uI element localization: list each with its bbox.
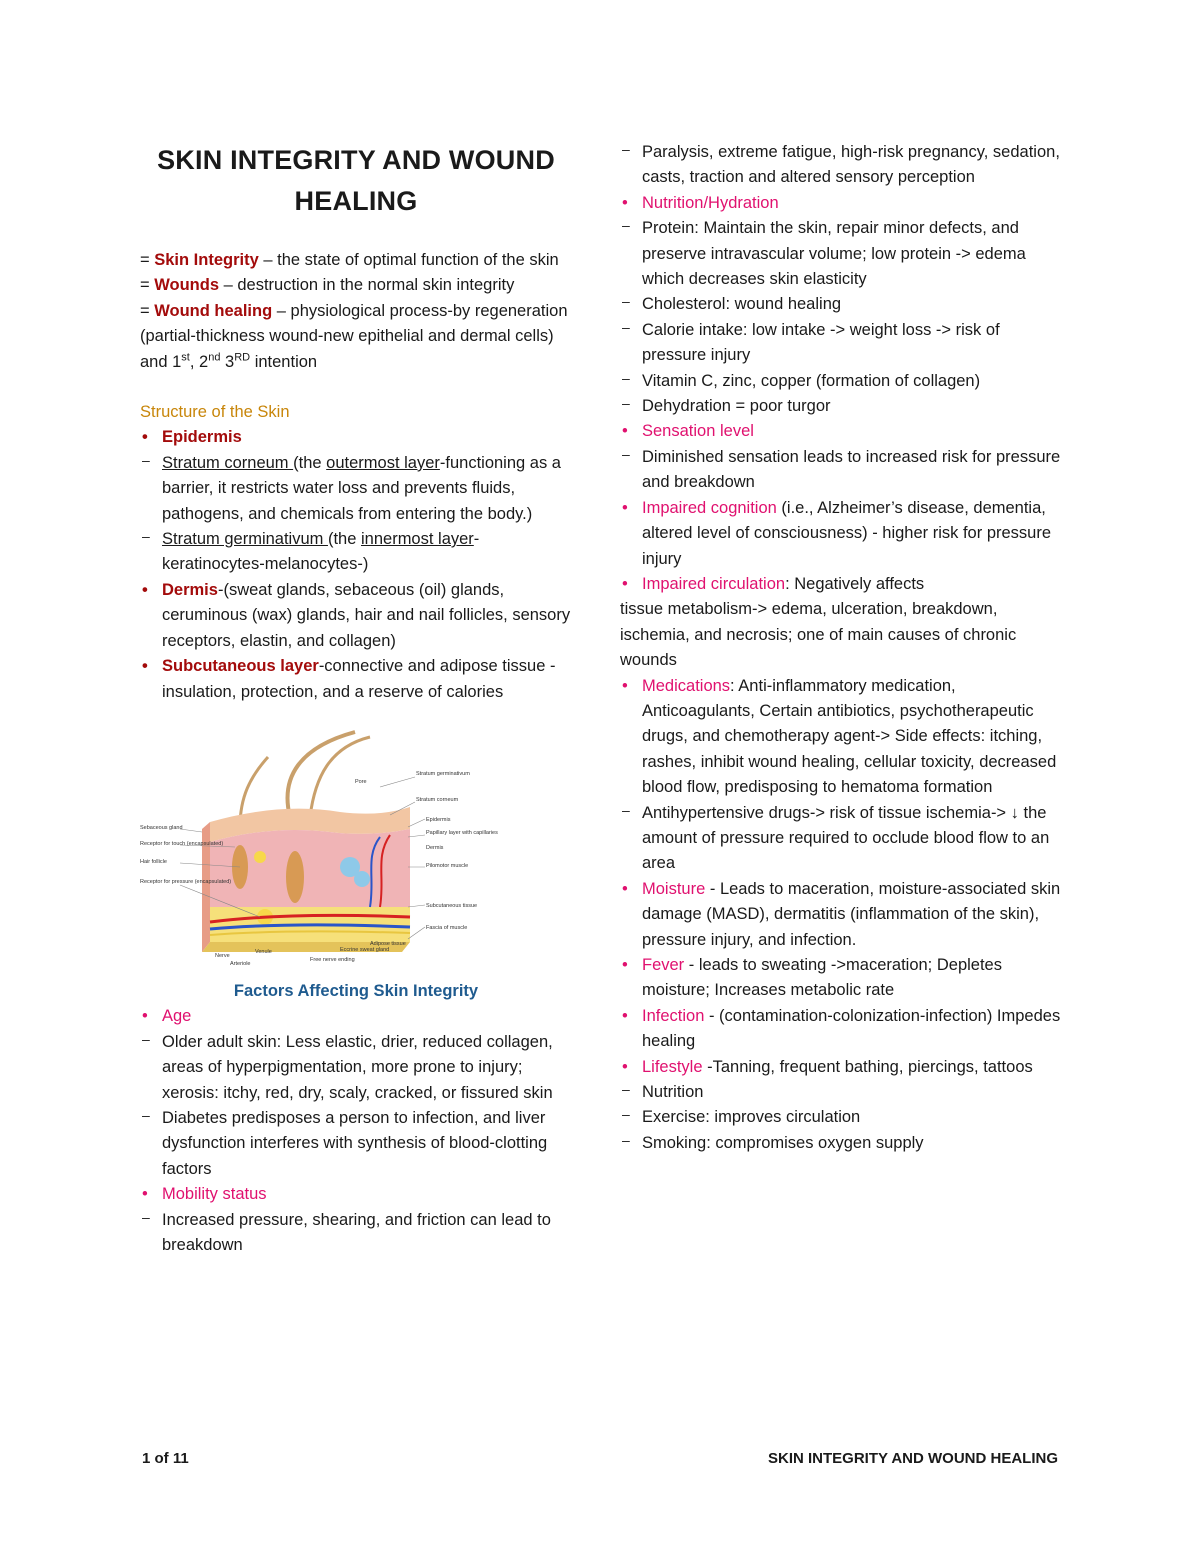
figure-label: Adipose tissue: [370, 940, 406, 947]
bullet-icon: •: [622, 574, 628, 593]
list-item: [620, 496, 1062, 572]
superscript-nd: nd: [208, 351, 221, 364]
hair-shape: [310, 737, 370, 817]
text: Diminished sensation leads to increased risk for pressure and breakdown: [642, 447, 1061, 492]
list-item: [140, 578, 572, 654]
gland-shape: [354, 871, 370, 887]
dash-icon: –: [622, 217, 630, 234]
figure-label: Arteriole: [230, 960, 251, 967]
figure-label: Receptor for touch (encapsulated): [140, 840, 224, 847]
skin-anatomy-figure: [140, 717, 572, 967]
def-prefix: =: [140, 251, 155, 269]
figure-label: Fascia of muscle: [426, 924, 468, 931]
text: Exercise: improves circulation: [642, 1108, 861, 1127]
intention-mid: , 2: [189, 352, 209, 371]
outermost-layer-term: outermost layer: [326, 453, 440, 472]
dermis-label: Dermis: [162, 580, 218, 599]
text: Paralysis, extreme fatigue, high-risk pregnancy, sedation, casts, traction and altered sensory perception: [642, 143, 1060, 187]
bullet-icon: •: [622, 676, 628, 695]
intention-mid2: 3: [220, 352, 235, 371]
list-item: [620, 801, 1062, 877]
list-item: [620, 572, 1062, 597]
moisture-label: Moisture: [642, 879, 706, 898]
dash-icon: –: [142, 451, 150, 468]
figure-label: Venule: [255, 948, 272, 955]
list-item: [140, 1208, 572, 1259]
list-item: [140, 1182, 572, 1207]
dash-icon: –: [142, 528, 150, 545]
bullet-icon: •: [622, 498, 628, 517]
title-line-1: SKIN INTEGRITY AND WOUND: [157, 145, 555, 175]
def-prefix: =: [140, 301, 155, 320]
text: - (contamination-colonization-infection) Impedes healing: [642, 1006, 1061, 1051]
text: -Tanning, frequent bathing, piercings, tattoos: [702, 1057, 1033, 1076]
list-item: [620, 953, 1062, 1004]
list-item: [140, 654, 572, 705]
figure-label: Receptor for pressure (encapsulated): [140, 878, 232, 885]
figure-label: Sebaceous gland: [140, 824, 183, 831]
text: Smoking: compromises oxygen supply: [642, 1133, 924, 1152]
text: (the: [293, 453, 327, 472]
text: -keratinocytes-melanocytes-): [162, 530, 480, 574]
dash-icon: –: [142, 1208, 150, 1225]
figure-label: Stratum corneum: [416, 796, 459, 803]
text: Antihypertensive drugs-> risk of tissue ischemia-> ↓ the amount of pressure required to occlude blood flow to an area: [642, 803, 1050, 873]
mobility-label: Mobility status: [162, 1185, 267, 1204]
figure-label: Pore: [355, 778, 367, 785]
figure-label: Stratum germinativum: [416, 770, 470, 777]
list-item: [140, 1004, 572, 1029]
bullet-icon: •: [622, 1057, 628, 1076]
stratum-germinativum-term: Stratum germinativum: [162, 530, 328, 549]
list-item: [620, 140, 1062, 191]
receptor-shape: [254, 851, 266, 863]
superscript-rd: RD: [234, 351, 251, 364]
figure-label: Subcutaneous tissue: [426, 902, 478, 909]
bullet-icon: •: [142, 1185, 148, 1204]
bullet-icon: •: [142, 657, 148, 676]
dash-icon: –: [622, 1106, 630, 1123]
list-item: [620, 216, 1062, 292]
footer-title: SKIN INTEGRITY AND WOUND HEALING: [767, 1450, 1058, 1467]
text: - Leads to maceration, moisture-associated skin damage (MASD), dermatitis (inflammation of the skin), pressure injury, and infection.: [642, 879, 1061, 949]
text: Protein: Maintain the skin, repair minor defects, and preserve intravascular volume; low protein -> edema which decreases skin elasticity: [642, 219, 1026, 289]
list-item: [620, 1131, 1062, 1156]
age-label: Age: [162, 1007, 192, 1026]
text: Dehydration = poor turgor: [642, 397, 831, 416]
text: Calorie intake: low intake -> weight loss -> risk of pressure injury: [642, 320, 1000, 365]
epidermis-label: Epidermis: [162, 428, 242, 447]
text: Diabetes predisposes a person to infection, and liver dysfunction interferes with synthesis of blood-clotting factors: [162, 1108, 548, 1178]
bullet-icon: •: [622, 879, 628, 898]
text: : Anti-inflammatory medication, Anticoagulants, Certain antibiotics, psychotherapeutic drugs, and chemotherapy agent-> Side effects: itching, rashes, inhibit wound healing, cellular toxicity, decreased blood flow, predisposing to hematoma formation: [642, 676, 1057, 797]
term-wound-healing: Wound healing: [154, 301, 273, 320]
bullet-icon: •: [622, 956, 628, 974]
figure-label: Free nerve ending: [310, 956, 355, 963]
list-item: [620, 292, 1062, 317]
page-title: [140, 140, 572, 222]
dash-icon: –: [622, 395, 630, 412]
dash-icon: –: [622, 318, 630, 335]
text: (the: [327, 530, 361, 549]
bullet-icon: •: [142, 580, 148, 599]
superscript-st: st: [181, 351, 190, 364]
list-item: [140, 425, 572, 450]
intention-tail: intention: [250, 352, 318, 371]
figure-label: Hair follicle: [140, 858, 167, 865]
list-item: [620, 191, 1062, 216]
def-text: – the state of optimal function of the skin: [258, 251, 559, 269]
infection-label: Infection: [642, 1006, 705, 1025]
medications-label: Medications: [642, 676, 731, 695]
page-number: 1 of 11: [142, 1450, 189, 1467]
dash-icon: –: [622, 1081, 630, 1098]
innermost-layer-term: innermost layer: [361, 530, 474, 549]
figure-label: Epidermis: [426, 816, 451, 823]
list-item: [620, 369, 1062, 394]
figure-label: Pilomotor muscle: [426, 862, 469, 869]
def-text: – destruction in the normal skin integrity: [219, 276, 515, 295]
bullet-icon: •: [142, 428, 148, 447]
text: Increased pressure, shearing, and friction can lead to breakdown: [162, 1210, 551, 1254]
list-item: [140, 527, 572, 578]
dash-icon: –: [142, 1030, 150, 1047]
def-prefix: =: [140, 276, 155, 295]
dash-icon: –: [622, 369, 630, 386]
stratum-corneum-term: Stratum corneum: [162, 453, 294, 472]
list-item: [620, 445, 1062, 496]
def-text: – physiological process-by regeneration (partial-thickness wound-new epithelial and dermal cells) and 1: [140, 301, 568, 371]
left-column: [140, 140, 572, 1258]
list-item: [620, 419, 1062, 444]
subcutaneous-label: Subcutaneous layer: [162, 657, 319, 676]
definition-skin-integrity: [140, 248, 572, 273]
title-line-2: HEALING: [294, 186, 418, 216]
fever-label: Fever: [642, 956, 685, 974]
lifestyle-label: Lifestyle: [642, 1057, 703, 1076]
dash-icon: –: [622, 1131, 630, 1148]
follicle-shape: [286, 851, 304, 903]
dash-icon: –: [622, 445, 630, 462]
figure-label: Papillary layer with capillaries: [426, 829, 498, 836]
term-skin-integrity: Skin Integrity: [154, 251, 259, 269]
bullet-icon: •: [622, 1006, 628, 1025]
bullet-icon: •: [622, 422, 628, 441]
term-wounds: Wounds: [154, 276, 220, 295]
bullet-icon: •: [622, 193, 628, 212]
text: -connective and adipose tissue - insulation, protection, and a reserve of calories: [162, 657, 556, 701]
list-item: [620, 1055, 1062, 1080]
list-item: [140, 451, 572, 527]
text: Nutrition: [642, 1083, 704, 1102]
list-item: [620, 674, 1062, 801]
sensation-label: Sensation level: [642, 422, 754, 441]
circulation-label: Impaired circulation: [642, 574, 786, 593]
nutrition-label: Nutrition/Hydration: [642, 193, 779, 212]
dash-icon: –: [622, 293, 630, 310]
structure-heading: Structure of the Skin: [140, 403, 290, 422]
cognition-label: Impaired cognition: [642, 498, 777, 517]
text: - leads to sweating ->maceration; Depletes moisture; Increases metabolic rate: [642, 956, 1002, 1000]
list-item: [620, 1080, 1062, 1105]
text: Older adult skin: Less elastic, drier, reduced collagen, areas of hyperpigmentation, more prone to injury; xerosis: itchy, red, dry, scaly, cracked, or fissured skin: [162, 1032, 553, 1102]
text: -(sweat glands, sebaceous (oil) glands, ceruminous (wax) glands, hair and nail follicles, sensory receptors, elastin, and collagen): [162, 580, 571, 650]
circulation-continuation: tissue metabolism-> edema, ulceration, breakdown, ischemia, and necrosis; one of main causes of chronic wounds: [620, 600, 1017, 670]
list-item: [140, 1030, 572, 1106]
text: -functioning as a barrier, it restricts water loss and prevents fluids, pathogens, and chemicals from entering the body.): [162, 453, 561, 523]
bullet-icon: •: [142, 1007, 148, 1026]
factors-heading: Factors Affecting Skin Integrity: [233, 981, 479, 1000]
figure-label: Dermis: [426, 844, 444, 851]
list-item: [620, 1004, 1062, 1055]
list-item: [140, 1106, 572, 1182]
text: Cholesterol: wound healing: [642, 295, 842, 314]
right-column: [620, 140, 1062, 1156]
text: Vitamin C, zinc, copper (formation of collagen): [642, 371, 981, 390]
list-item: [620, 1105, 1062, 1130]
text: : Negatively affects: [785, 574, 925, 593]
text: (i.e., Alzheimer’s disease, dementia, altered level of consciousness) - higher risk for pressure injury: [642, 498, 1052, 568]
list-item: [620, 877, 1062, 953]
figure-label: Eccrine sweat gland: [340, 946, 390, 953]
list-item: [620, 394, 1062, 419]
definition-wounds: [140, 273, 572, 298]
figure-label: Nerve: [215, 952, 230, 959]
definition-wound-healing: [140, 299, 572, 375]
dash-icon: –: [622, 141, 630, 157]
dash-icon: –: [142, 1106, 150, 1123]
list-item: [620, 318, 1062, 369]
dash-icon: –: [622, 801, 630, 818]
